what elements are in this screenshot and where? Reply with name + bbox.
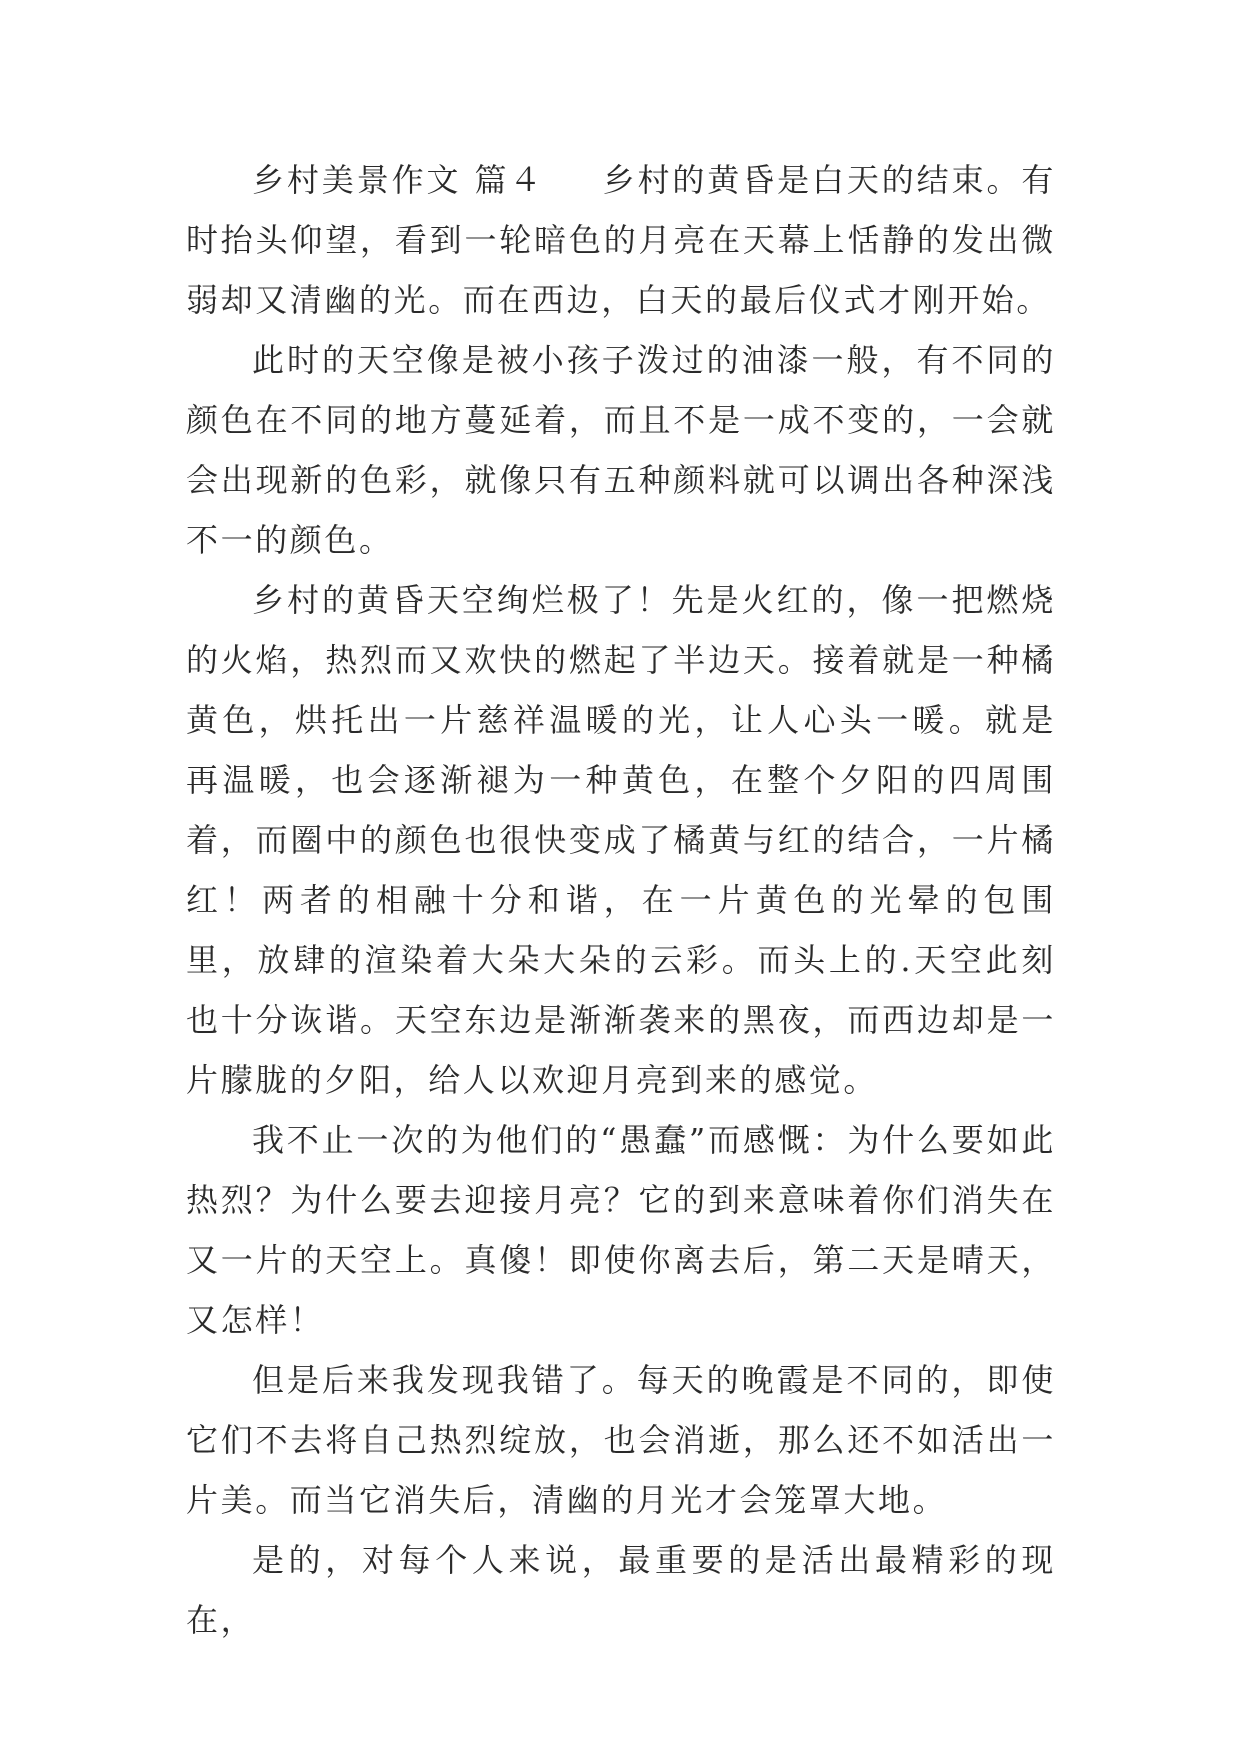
essay-title: 乡村美景作文 篇４ bbox=[252, 161, 545, 199]
essay-paragraph-2: 此时的天空像是被小孩子泼过的油漆一般，有不同的颜色在不同的地方蔓延着，而且不是一成不变的，一会就会出现新的色彩，就像只有五种颜料就可以调出各种深浅不一的颜色。 bbox=[186, 341, 1056, 559]
essay-paragraph-1 bbox=[186, 150, 1056, 330]
essay-paragraph-6: 是的，对每个人来说，最重要的是活出最精彩的现在， bbox=[186, 1541, 1056, 1639]
essay-paragraph-4: 我不止一次的为他们的“愚蠢”而感慨：为什么要如此热烈？为什么要去迎接月亮？它的到来意味着你们消失在又一片的天空上。真傻！即使你离去后，第二天是晴天，又怎样！ bbox=[186, 1121, 1056, 1339]
essay-paragraph-5: 但是后来我发现我错了。每天的晚霞是不同的，即使它们不去将自己热烈绽放，也会消逝，那么还不如活出一片美。而当它消失后，清幽的月光才会笼罩大地。 bbox=[186, 1361, 1056, 1519]
paragraph-text: 乡村的黄昏是白天的结束。有时抬头仰望，看到一轮暗色的月亮在天幕上恬静的发出微弱却又清幽的光。而在西边，白天的最后仪式才刚开始。 bbox=[186, 161, 1056, 319]
essay-paragraph-3: 乡村的黄昏天空绚烂极了！先是火红的，像一把燃烧的火焰，热烈而又欢快的燃起了半边天。接着就是一种橘黄色，烘托出一片慈祥温暖的光，让人心头一暖。就是 再温暖，也会逐渐褪为一种黄色，在整个夕阳的四周围着，而圈中的颜色也很快变成了橘黄与红的结合，一片橘红！两者的相融十分和谐，在一片黄色的光晕的包围 里，放肆的渲染着大朵大朵的云彩。而头上的.天空此刻也十分诙谐。天空东边是渐渐袭来的黑夜，而西边却是一片朦胧的夕阳，给人以欢迎月亮到来的感觉。 bbox=[186, 581, 1056, 1099]
essay-body bbox=[186, 150, 1056, 1650]
